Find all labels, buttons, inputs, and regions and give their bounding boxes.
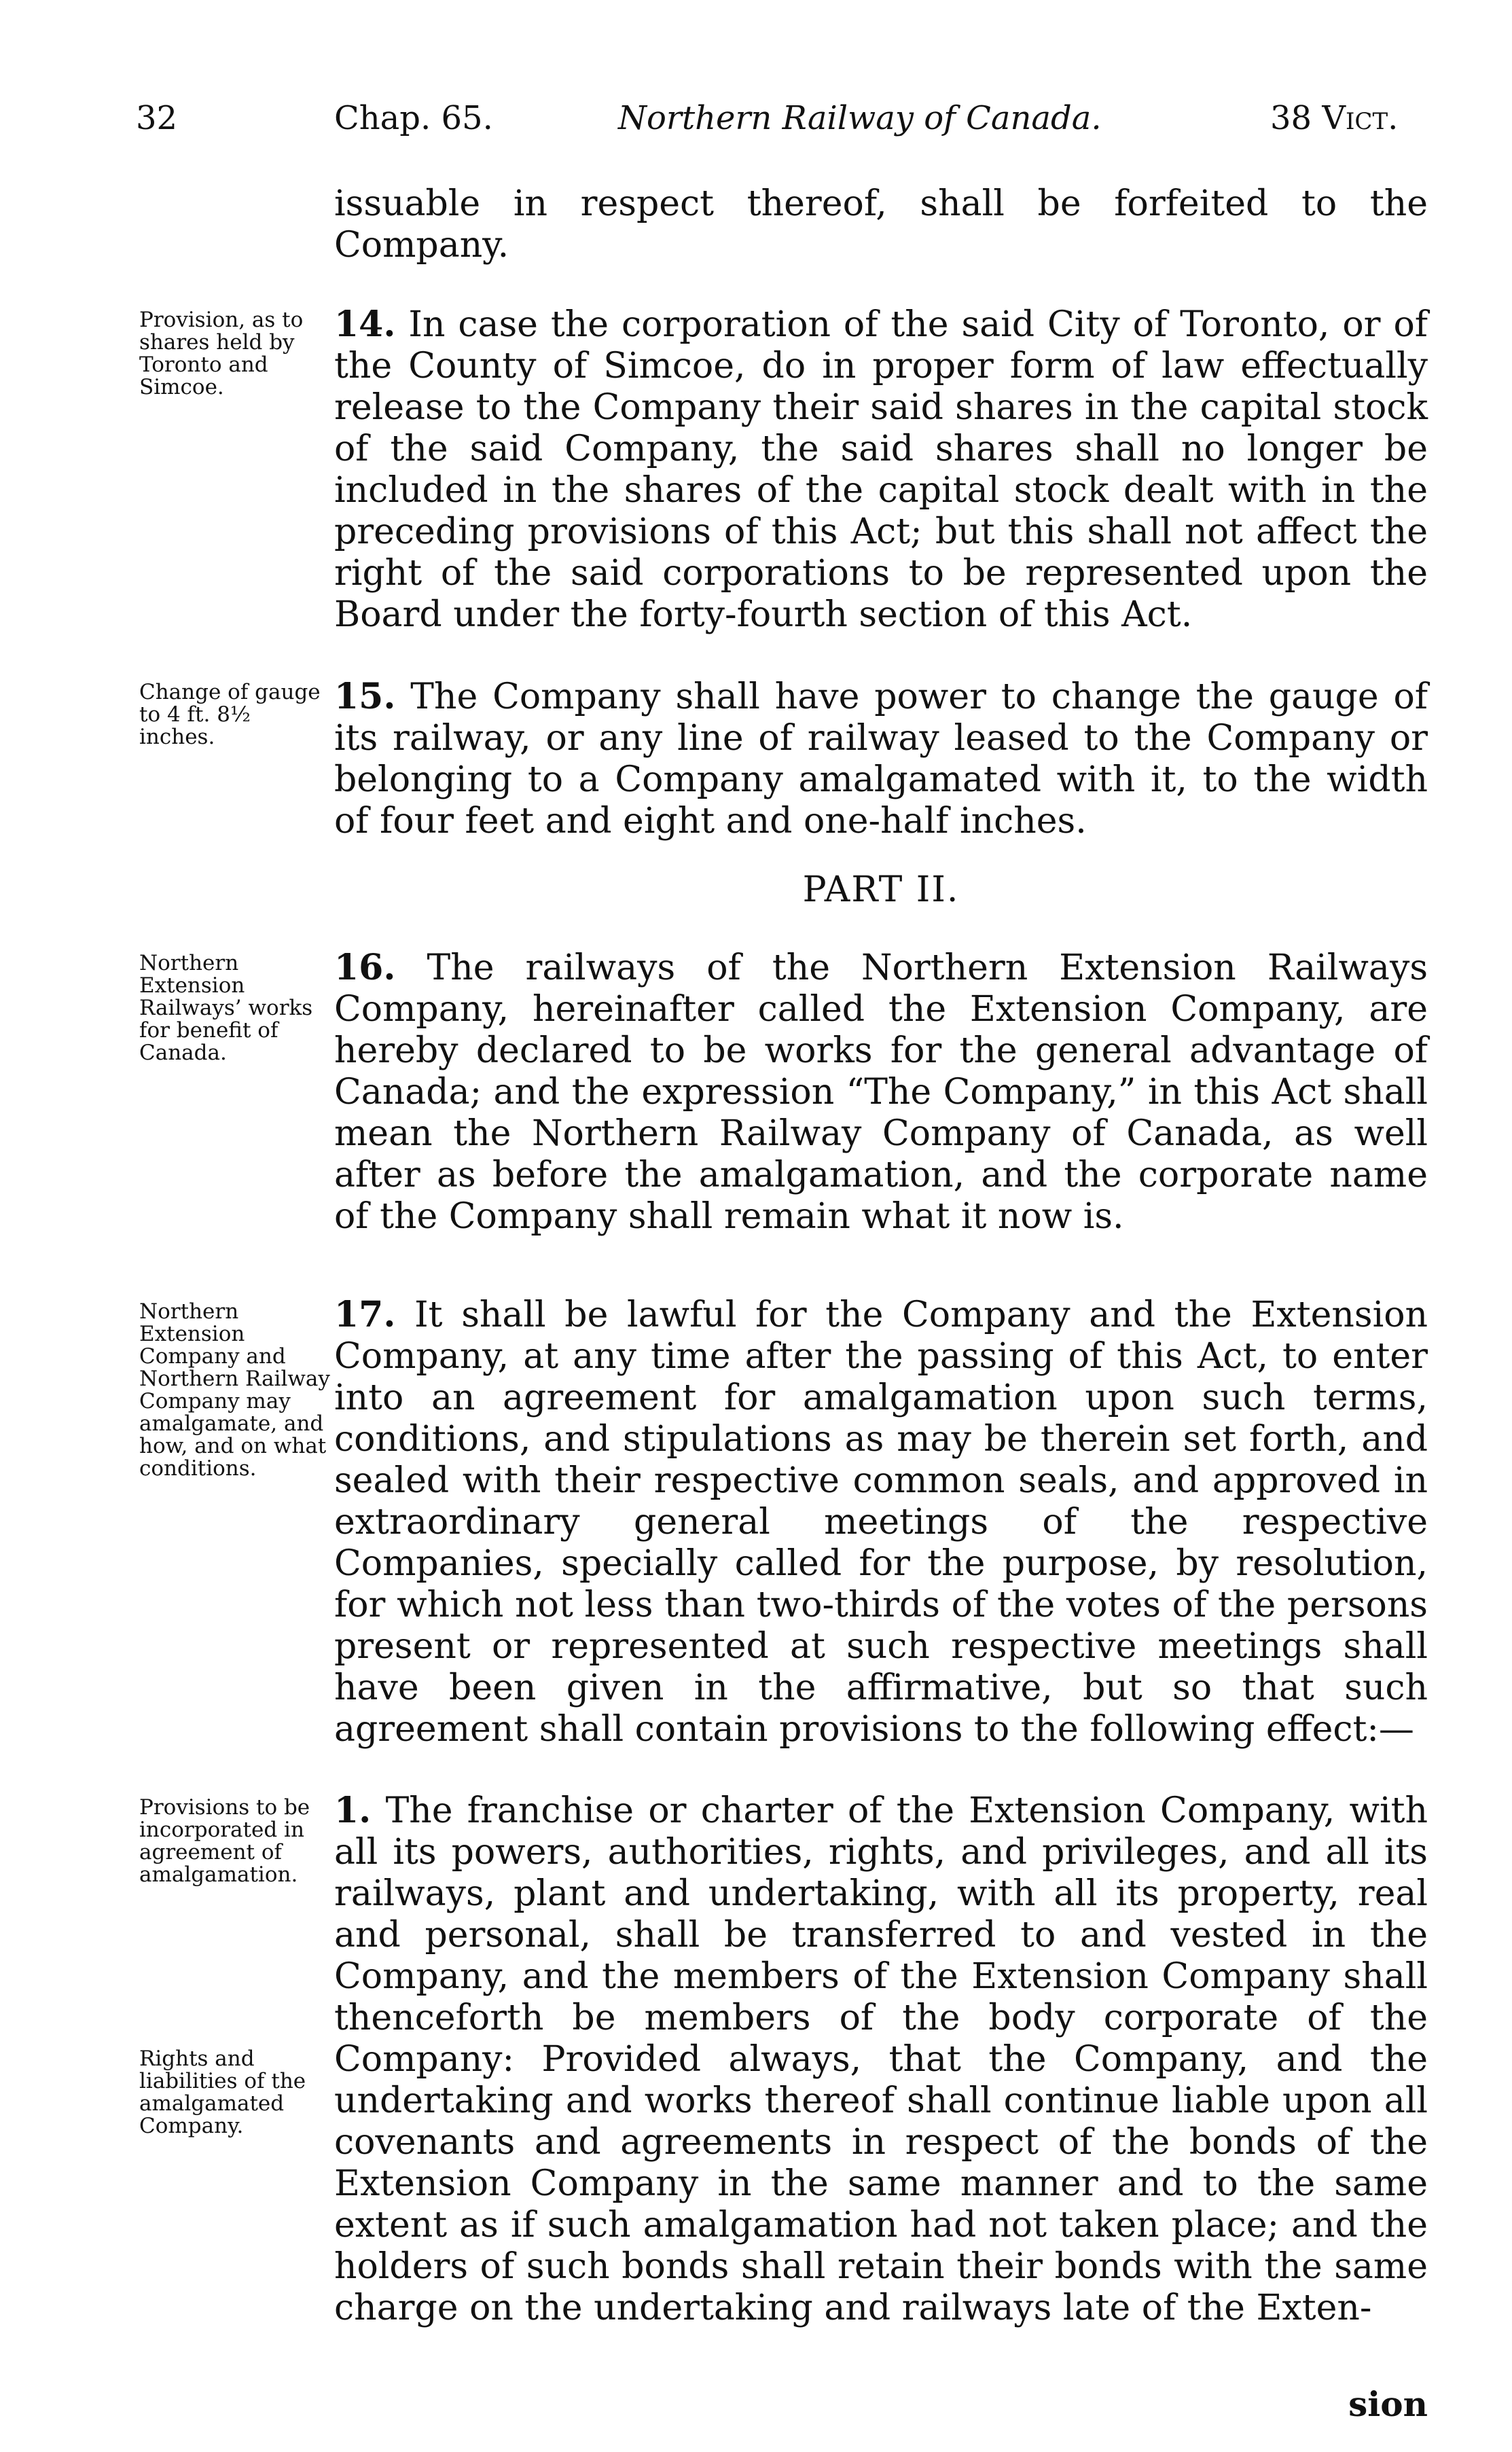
catchword: sion — [1348, 2384, 1428, 2424]
section-text: The franchise or charter of the Extension Company, with all its powers, authorities, rights, and privileges, and all its railways, plant and undertaking, with all its property, real and personal, shall be transferred to and vested in the Company, and the members of the Extension Company shall thenceforth be members of the body corporate of the Company: Provided always, that the Company, and the undertaking and works thereof shall continue liable upon all covenants and agreements in respect of the bonds of the Extension Company in the same manner and to the same extent as if such amalgamation had not taken place; and the holders of such bonds shall retain their bonds with the same charge on the undertaking and railways late of the Exten- — [334, 1790, 1428, 2328]
subsection-1 — [334, 1790, 1428, 2329]
section-number: 17. — [334, 1294, 396, 1335]
section-number: 14. — [334, 304, 396, 345]
section-14 — [334, 304, 1428, 636]
running-header — [0, 82, 1512, 143]
section-text: It shall be lawful for the Company and the Extension Company, at any time after the passing of this Act, to enter into an agreement for amalgamation upon such terms, conditions, and stipulations as may be therein set forth, and sealed with their respective common seals, and approved in extraordinary general meetings of the respective Companies, specially called for the purpose, by resolution, for which not less than two-thirds of the votes of the persons present or represented at such respective meetings shall have been given in the affirmative, but so that such agreement shall contain provisions to the following effect:— — [334, 1295, 1428, 1750]
margin-note-section-15: Change of gauge to 4 ft. 8½ inches. — [139, 680, 321, 749]
page-number: 32 — [136, 99, 178, 137]
section-text: The railways of the Northern Extension Railways Company, hereinafter called the Extension Company, are hereby declared to be works for the general advantage of Canada; and the expression “The Company,” in this Act shall mean the Northern Railway Company of Canada, as well after as before the amalgamation, and the corporate name of the Company shall remain what it now is. — [334, 948, 1428, 1237]
continuation-paragraph: issuable in respect thereof, shall be forfeited to the Company. — [334, 183, 1428, 266]
section-number: 1. — [334, 1790, 372, 1831]
margin-note-subsection-1-rights: Rights and liabilities of the amalgamated Company. — [139, 2047, 306, 2138]
section-number: 16. — [334, 947, 396, 988]
section-text: In case the corporation of the said City of Toronto, or of the County of Simcoe, do in proper form of law effectually release to the Company their said shares in the capital stock of the said Company, the said shares shall no longer be included in the shares of the capital stock dealt with in the preceding provisions of this Act; but this shall not affect the right of the said corporations to be represented upon the Board under the forty-fourth section of this Act. — [334, 304, 1428, 635]
margin-note-subsection-1: Provisions to be incorporated in agreement of amalgamation. — [139, 1795, 310, 1887]
act-title: Northern Railway of Canada. — [618, 99, 1102, 137]
part-heading: PART II. — [802, 869, 960, 910]
section-text: The Company shall have power to change the gauge of its railway, or any line of railway leased to the Company or belonging to a Company amalgamated with it, to the width of four feet and eight and one-half inches. — [334, 677, 1428, 842]
section-16 — [334, 947, 1428, 1238]
chapter-label: Chap. 65. — [334, 99, 493, 137]
margin-note-section-16: Northern Extension Railways’ works for benefit of Canada. — [139, 951, 313, 1065]
margin-note-section-17: Northern Extension Company and Northern Railway Company may amalgamate, and how, and on what conditions. — [139, 1299, 330, 1481]
section-15 — [334, 676, 1428, 842]
regnal-year: 38 Vict. — [1270, 99, 1399, 137]
margin-note-section-14: Provision, as to shares held by Toronto and Simcoe. — [139, 308, 304, 399]
section-number: 15. — [334, 676, 396, 717]
section-17 — [334, 1294, 1428, 1750]
